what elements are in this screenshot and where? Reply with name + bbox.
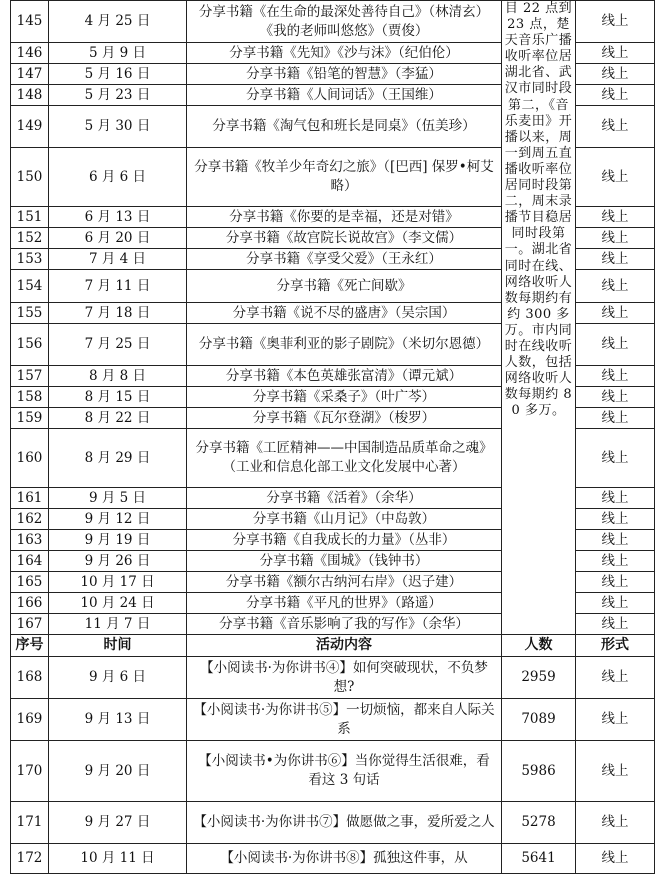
- table-body-talks: [11, 657, 655, 874]
- row-date: 9 月 20 日: [49, 741, 187, 802]
- row-mode: 线上: [576, 270, 655, 303]
- row-no: 171: [11, 802, 49, 844]
- row-content: 分享书籍《享受父爱》（王永红）: [187, 249, 502, 270]
- row-date: 10 月 24 日: [49, 593, 187, 614]
- row-mode: 线上: [576, 551, 655, 572]
- row-mode: 线上: [576, 387, 655, 408]
- row-content: 分享书籍《你要的是幸福，还是对错》: [187, 207, 502, 228]
- row-no: 147: [11, 64, 49, 85]
- row-content: 分享书籍《本色英雄张富清》（谭元斌）: [187, 366, 502, 387]
- row-content: 【小阅读书·为你讲书④】如何突破现状，不负梦想?: [187, 657, 502, 699]
- row-no: 153: [11, 249, 49, 270]
- row-content: 分享书籍《人间词话》（王国维）: [187, 85, 502, 106]
- row-content: 分享书籍《活着》（余华）: [187, 488, 502, 509]
- row-mode: 线上: [576, 509, 655, 530]
- row-content: 分享书籍《工匠精神——中国制造品质革命之魂》（工业和信息化部工业文化发展中心著）: [187, 429, 502, 488]
- row-no: 150: [11, 148, 49, 207]
- table-row: [11, 741, 655, 802]
- row-content: 分享书籍《山月记》（中岛敦）: [187, 509, 502, 530]
- row-no: 165: [11, 572, 49, 593]
- row-no: 156: [11, 324, 49, 366]
- row-no: 154: [11, 270, 49, 303]
- row-date: 9 月 12 日: [49, 509, 187, 530]
- row-no: 145: [11, 1, 49, 43]
- row-no: 160: [11, 429, 49, 488]
- table-body-books: [11, 1, 655, 635]
- row-date: 9 月 19 日: [49, 530, 187, 551]
- row-content: 分享书籍《音乐影响了我的写作》（余华）: [187, 614, 502, 635]
- table-row: [11, 699, 655, 741]
- row-no: 164: [11, 551, 49, 572]
- row-date: 9 月 6 日: [49, 657, 187, 699]
- row-mode: 线上: [576, 64, 655, 85]
- row-content: 分享书籍《在生命的最深处善待自己》（林清玄）《我的老师叫悠悠》（贾俊）: [187, 1, 502, 43]
- row-count: 7089: [502, 699, 576, 741]
- row-mode: 线上: [576, 530, 655, 551]
- row-no: 148: [11, 85, 49, 106]
- row-mode: 线上: [576, 228, 655, 249]
- row-date: 5 月 23 日: [49, 85, 187, 106]
- row-date: 7 月 25 日: [49, 324, 187, 366]
- row-mode: 线上: [576, 572, 655, 593]
- table-row: [11, 802, 655, 844]
- row-date: 11 月 7 日: [49, 614, 187, 635]
- row-no: 172: [11, 844, 49, 874]
- row-content: 分享书籍《额尔古纳河右岸》（迟子建）: [187, 572, 502, 593]
- row-no: 167: [11, 614, 49, 635]
- row-date: 9 月 27 日: [49, 802, 187, 844]
- row-content: 【小阅读书•为你讲书⑥】当你觉得生活很难，看看这 3 句话: [187, 741, 502, 802]
- row-date: 5 月 9 日: [49, 43, 187, 64]
- row-date: 7 月 11 日: [49, 270, 187, 303]
- row-mode: 线上: [576, 324, 655, 366]
- row-date: 9 月 26 日: [49, 551, 187, 572]
- row-mode: 线上: [576, 741, 655, 802]
- row-mode: 线上: [576, 408, 655, 429]
- row-date: 9 月 13 日: [49, 699, 187, 741]
- row-mode: 线上: [576, 43, 655, 64]
- row-content: 分享书籍《瓦尔登湖》（梭罗）: [187, 408, 502, 429]
- table-row: [11, 657, 655, 699]
- row-date: 5 月 16 日: [49, 64, 187, 85]
- row-mode: 线上: [576, 85, 655, 106]
- row-content: 【小阅读书·为你讲书⑤】一切烦恼，都来自人际关系: [187, 699, 502, 741]
- row-mode: 线上: [576, 303, 655, 324]
- row-content: 分享书籍《牧羊少年奇幻之旅》（[巴西] 保罗•柯艾略）: [187, 148, 502, 207]
- row-date: 6 月 6 日: [49, 148, 187, 207]
- row-date: 8 月 15 日: [49, 387, 187, 408]
- row-mode: 线上: [576, 429, 655, 488]
- row-date: 7 月 18 日: [49, 303, 187, 324]
- row-content: 分享书籍《奥菲利亚的影子剧院》（米切尔恩德）: [187, 324, 502, 366]
- table-row: [11, 844, 655, 874]
- row-content: 分享书籍《说不尽的盛唐》（吴宗国）: [187, 303, 502, 324]
- row-mode: 线上: [576, 593, 655, 614]
- row-content: 分享书籍《围城》（钱钟书）: [187, 551, 502, 572]
- row-no: 163: [11, 530, 49, 551]
- row-count: 2959: [502, 657, 576, 699]
- header-date: 时间: [49, 635, 187, 657]
- row-content: 分享书籍《自我成长的力量》（丛非）: [187, 530, 502, 551]
- row-date: 7 月 4 日: [49, 249, 187, 270]
- row-no: 146: [11, 43, 49, 64]
- row-content: 分享书籍《淘气包和班长是同桌》（伍美珍）: [187, 106, 502, 148]
- row-mode: 线上: [576, 1, 655, 43]
- row-mode: 线上: [576, 207, 655, 228]
- row-content: 分享书籍《铅笔的智慧》（李猛）: [187, 64, 502, 85]
- row-mode: 线上: [576, 106, 655, 148]
- row-no: 158: [11, 387, 49, 408]
- row-date: 6 月 13 日: [49, 207, 187, 228]
- row-date: 8 月 8 日: [49, 366, 187, 387]
- row-no: 161: [11, 488, 49, 509]
- row-no: 169: [11, 699, 49, 741]
- row-content: 【小阅读书·为你讲书⑦】做愿做之事，爱所爱之人: [187, 802, 502, 844]
- row-content: 分享书籍《平凡的世界》（路遥）: [187, 593, 502, 614]
- header-mode: 形式: [576, 635, 655, 657]
- row-date: 5 月 30 日: [49, 106, 187, 148]
- row-no: 151: [11, 207, 49, 228]
- row-count: 5641: [502, 844, 576, 874]
- row-date: 6 月 20 日: [49, 228, 187, 249]
- row-no: 149: [11, 106, 49, 148]
- table-header-row: [11, 635, 655, 657]
- header-content: 活动内容: [187, 635, 502, 657]
- row-no: 162: [11, 509, 49, 530]
- row-mode: 线上: [576, 488, 655, 509]
- row-content: 分享书籍《采桑子》（叶广芩）: [187, 387, 502, 408]
- row-content: 分享书籍《先知》《沙与沫》（纪伯伦）: [187, 43, 502, 64]
- audience-note: 目 22 点到 23 点，楚天音乐广播收听率位居湖北省、武汉市同时段第二，《音乐麦田》开播以来，周一到周五直播收听率位居同时段第二，周末录播节目稳居同时段第一。湖北省同时在线、网络收听人数每期约有约 300 多万。市内同时在线收听人数，包括网络收听人数每期约 80 多万。: [502, 1, 576, 635]
- row-no: 166: [11, 593, 49, 614]
- row-no: 152: [11, 228, 49, 249]
- row-no: 155: [11, 303, 49, 324]
- row-mode: 线上: [576, 657, 655, 699]
- row-mode: 线上: [576, 802, 655, 844]
- row-mode: 线上: [576, 148, 655, 207]
- row-mode: 线上: [576, 366, 655, 387]
- row-content: 分享书籍《故宫院长说故宫》（李文儒）: [187, 228, 502, 249]
- row-mode: 线上: [576, 614, 655, 635]
- row-mode: 线上: [576, 844, 655, 874]
- row-date: 8 月 29 日: [49, 429, 187, 488]
- row-count: 5278: [502, 802, 576, 844]
- row-date: 8 月 22 日: [49, 408, 187, 429]
- row-date: 9 月 5 日: [49, 488, 187, 509]
- row-no: 159: [11, 408, 49, 429]
- table-header-section: [11, 635, 655, 657]
- row-mode: 线上: [576, 249, 655, 270]
- row-content: 分享书籍《死亡间歇》: [187, 270, 502, 303]
- row-mode: 线上: [576, 699, 655, 741]
- activity-table: [10, 0, 655, 874]
- row-no: 157: [11, 366, 49, 387]
- row-content: 【小阅读书·为你讲书⑧】孤独这件事，从: [187, 844, 502, 874]
- row-no: 168: [11, 657, 49, 699]
- row-date: 10 月 17 日: [49, 572, 187, 593]
- row-no: 170: [11, 741, 49, 802]
- row-date: 4 月 25 日: [49, 1, 187, 43]
- header-count: 人数: [502, 635, 576, 657]
- table-row: [11, 1, 655, 43]
- row-date: 10 月 11 日: [49, 844, 187, 874]
- row-count: 5986: [502, 741, 576, 802]
- header-no: 序号: [11, 635, 49, 657]
